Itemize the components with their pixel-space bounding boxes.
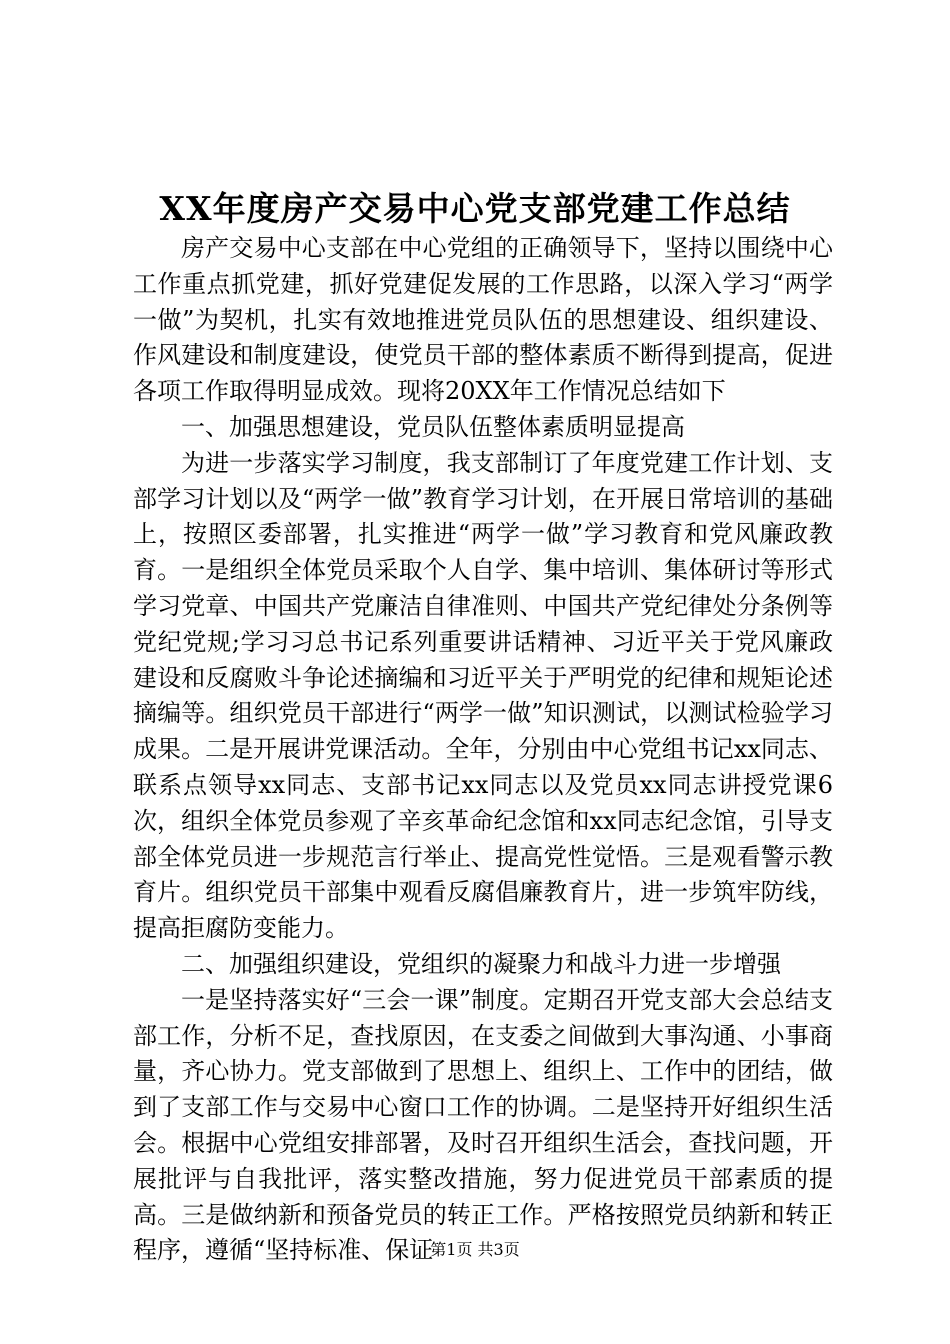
section-1-paragraph: 为进一步落实学习制度，我支部制订了年度党建工作计划、支部学习计划以及“两学一做”教育学习计划，在开展日常培训的基础上，按照区委部署，扎实推进“两学一做”学习教育和党风廉政教育。一是组织全体党员采取个人自学、集中培训、集体研讨等形式学习党章、中国共产党廉洁自律准则、中国共产党纪律处分条例等党纪党规;学习习总书记系列重要讲话精神、习近平关于党风廉政建设和反腐败斗争论述摘编和习近平关于严明党的纪律和规矩论述摘编等。组织党员干部进行“两学一做”知识测试，以测试检验学习成果。二是开展讲党课活动。全年，分别由中心党组书记xx同志、联系点领导xx同志、支部书记xx同志以及党员xx同志讲授党课6次，组织全体党员参观了辛亥革命纪念馆和xx同志纪念馆，引导支部全体党员进一步规范言行举止、提高党性觉悟。三是观看警示教育片。组织党员干部集中观看反腐倡廉教育片，进一步筑牢防线，提高拒腐防变能力。 <box>133 448 833 943</box>
document-title: XX年度房产交易中心党支部党建工作总结 <box>159 189 791 228</box>
section-heading-1: 一、加强思想建设，党员队伍整体素质明显提高 <box>181 412 685 441</box>
page-footer: 第1页 共3页 <box>430 1240 520 1259</box>
section-heading-2: 二、加强组织建设，党组织的凝聚力和战斗力进一步增强 <box>181 949 781 978</box>
document-body <box>133 231 833 1269</box>
intro-paragraph: 房产交易中心支部在中心党组的正确领导下，坚持以围绕中心工作重点抓党建，抓好党建促发展的工作思路，以深入学习“两学一做”为契机，扎实有效地推进党员队伍的思想建设、组织建设、作风建设和制度建设，使党员干部的整体素质不断得到提高，促进各项工作取得明显成效。现将20XX年工作情况总结如下 <box>133 234 833 406</box>
section-2-paragraph: 一是坚持落实好“三会一课”制度。定期召开党支部大会总结支部工作，分析不足，查找原因，在支委之间做到大事沟通、小事商量，齐心协力。党支部做到了思想上、组织上、工作中的团结，做到了支部工作与交易中心窗口工作的协调。二是坚持开好组织生活会。根据中心党组安排部署，及时召开组织生活会，查找问题，开展批评与自我批评，落实整改措施，努力促进党员干部素质的提高。三是做纳新和预备党员的转正工作。严格按照党员纳新和转正程序，遵循“坚持标准、保证 <box>133 985 833 1265</box>
